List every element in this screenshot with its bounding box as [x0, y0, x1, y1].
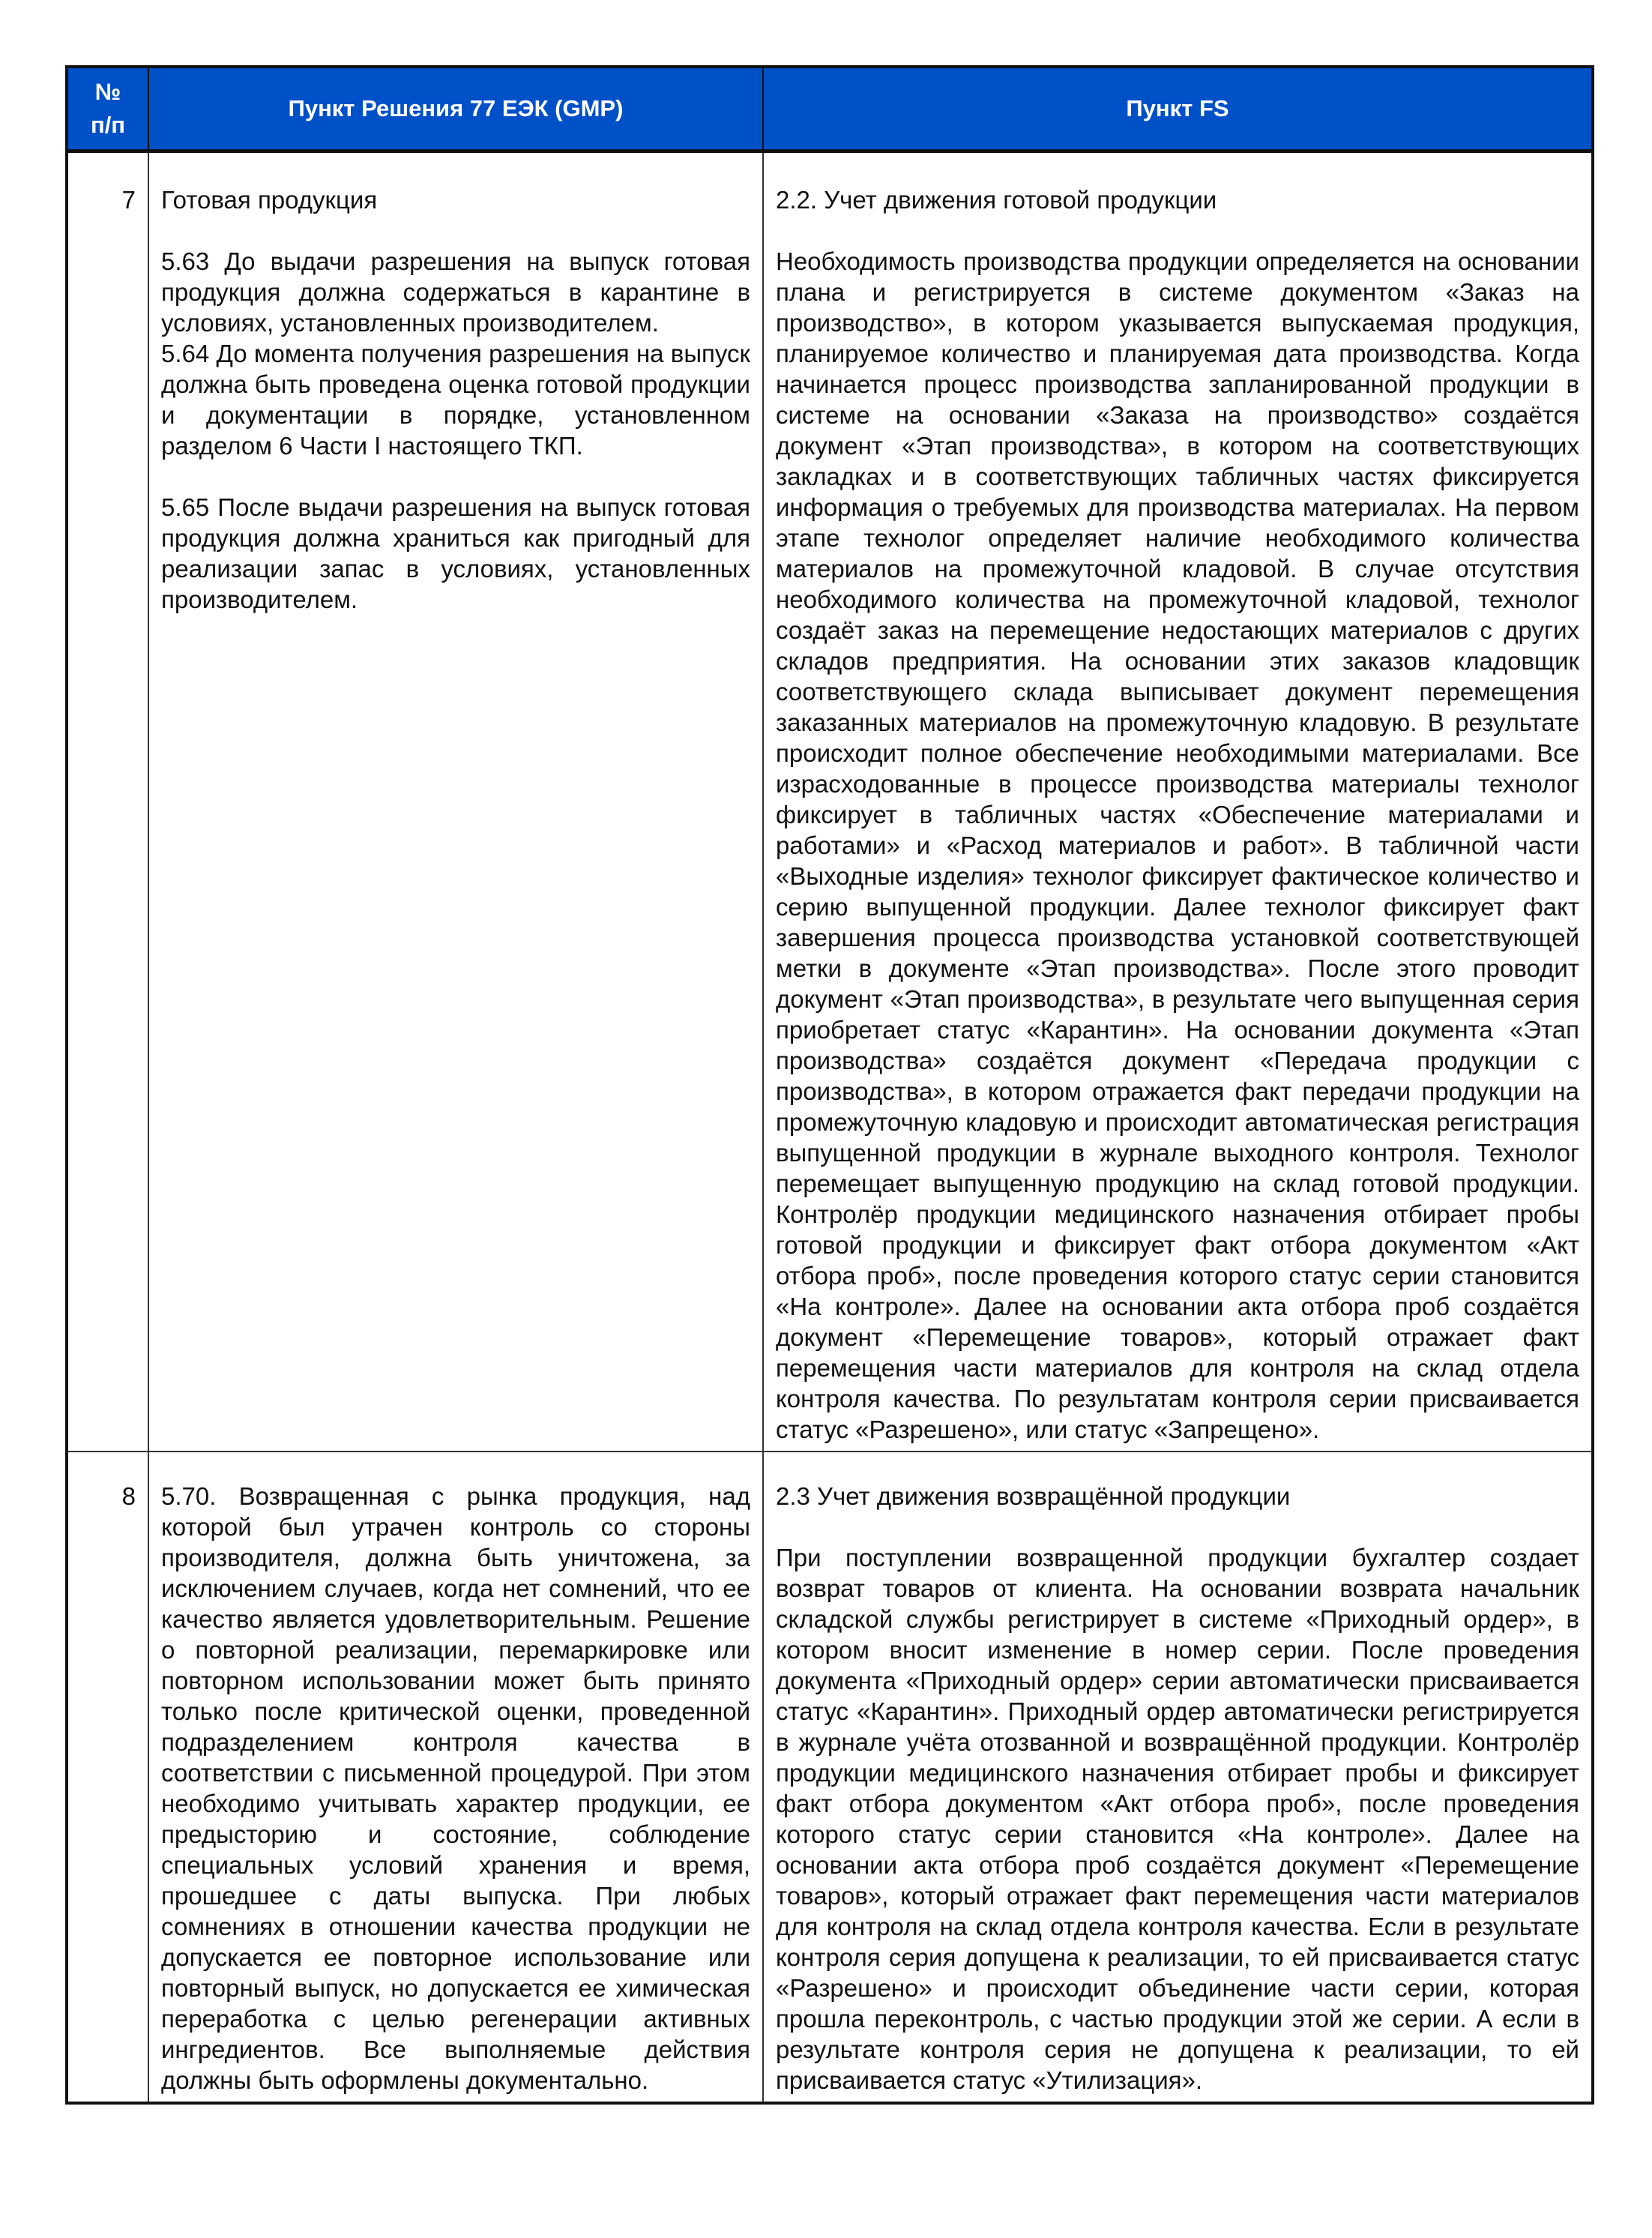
row-number: 7 [67, 151, 148, 1452]
gmp-paragraph: 5.70. Возвращенная с рынка продукция, над которой был утрачен контроль со стороны производителя, должна быть уничтожена, за исключением случаев, когда нет сомнений, что ее качество является удовлетворительным. Решение о повторной реализации, перемаркировке или повторном использовании может быть принято только после критической оценки, проведенной подразделением контроля качества в соответствии с письменной процедурой. При этом необходимо учитывать характер продукции, ее предысторию и состояние, соблюдение специальных условий хранения и время, прошедшее с даты выпуска. При любых сомнениях в отношении качества продукции не допускается ее повторное использование или повторный выпуск, но допускается ее химическая переработка с целью регенерации активных ингредиентов. Все выполняемые действия должны быть оформлены документально. [161, 1482, 750, 2094]
gmp-paragraph: 5.63 До выдачи разрешения на выпуск готовая продукция должна содержаться в карантине в условиях, установленных производителем. [161, 247, 750, 337]
table-row [67, 151, 1593, 1452]
gmp-paragraph: 5.64 До момента получения разрешения на выпуск должна быть проведена оценка готовой продукции и документации в порядке, установленном разделом 6 Части I настоящего ТКП. [161, 340, 750, 460]
row-number: 8 [67, 1452, 148, 2103]
header-row [67, 67, 1593, 151]
table-header [67, 67, 1593, 151]
paragraph-gap [161, 461, 750, 492]
fs-heading: 2.2. Учет движения готовой продукции [776, 186, 1217, 214]
gmp-cell [148, 151, 763, 1452]
header-number: № п/п [67, 67, 148, 151]
fs-cell [763, 1452, 1593, 2103]
gmp-heading: Готовая продукция [161, 186, 378, 214]
comparison-table [65, 65, 1594, 2105]
table-row [67, 1452, 1593, 2103]
fs-heading: 2.3 Учет движения возвращённой продукции [776, 1482, 1291, 1510]
header-gmp-clause: Пункт Решения 77 ЕЭК (GMP) [148, 67, 763, 151]
gmp-cell [148, 1452, 763, 2103]
fs-body: Необходимость производства продукции определяется на основании плана и регистрируется в системе документом «Заказ на производство», в котором указывается выпускаемая продукция, планируемое количество и планируемая дата производства. Когда начинается процесс производства запланированной продукции в системе на основании «Заказа на производство» создаётся документ «Этап производства», в котором на соответствующих закладках и в соответствующих табличных частях фиксируется информация о требуемых для производства материалах. На первом этапе технолог определяет наличие необходимого количества материалов на промежуточной кладовой. В случае отсутствия необходимого количества на промежуточной кладовой, технолог создаёт заказ на перемещение недостающих материалов с других складов предприятия. На основании этих заказов кладовщик соответствующего склада выписывает документ перемещения заказанных материалов на промежуточную кладовую. В результате происходит полное обеспечение необходимыми материалами. Все израсходованные в процессе производства материалы технолог фиксирует в табличных частях «Обеспечение материалами и работами» и «Расход материалов и работ». В табличной части «Выходные изделия» технолог фиксирует фактическое количество и серию выпущенной продукции. Далее технолог фиксирует факт завершения процесса производства установкой соответствующей метки в документе «Этап производства». После этого проводит документ «Этап производства», в результате чего выпущенная серия приобретает статус «Карантин». На основании документа «Этап производства» создаётся документ «Передача продукции с производства», в котором отражается факт передачи продукции на промежуточную кладовую и происходит автоматическая регистрация выпущенной продукции в журнале выходного контроля. Технолог перемещает выпущенную продукцию на склад готовой продукции. Контролёр продукции медицинского назначения отбирает пробы готовой продукции и фиксирует факт отбора документом «Акт отбора проб», после проведения которого статус серии становится «На контроле». Далее на основании акта отбора проб создаётся документ «Перемещение товаров», который отражает факт перемещения части материалов для контроля на склад отдела контроля качества. По результатам контроля серии присваивается статус «Разрешено», или статус «Запрещено». [776, 247, 1579, 1443]
fs-body: При поступлении возвращенной продукции бухгалтер создает возврат товаров от клиента. На основании возврата начальник складской службы регистрирует в системе «Приходный ордер», в котором вносит изменение в номер серии. После проведения документа «Приходный ордер» серии автоматически присваивается статус «Карантин». Приходный ордер автоматически регистрируется в журнале учёта отозванной и возвращённой продукции. Контролёр продукции медицинского назначения отбирает пробы и фиксирует факт отбора документом «Акт отбора проб», после проведения которого статус серии становится «На контроле». Далее на основании акта отбора проб создаётся документ «Перемещение товаров», который отражает факт перемещения части материалов для контроля на склад отдела контроля качества. Если в результате контроля серия допущена к реализации, то ей присваивается статус «Разрешено» и происходит объединение части серии, которая прошла переконтроль, с частью продукции этой же серии. А если в результате контроля серия не допущена к реализации, то ей присваивается статус «Утилизация». [776, 1544, 1579, 2094]
header-fs-clause: Пункт FS [763, 67, 1593, 151]
gmp-paragraph: 5.65 После выдачи разрешения на выпуск готовая продукция должна храниться как пригодный для реализации запас в условиях, установленных производителем. [161, 493, 750, 613]
fs-cell [763, 151, 1593, 1452]
